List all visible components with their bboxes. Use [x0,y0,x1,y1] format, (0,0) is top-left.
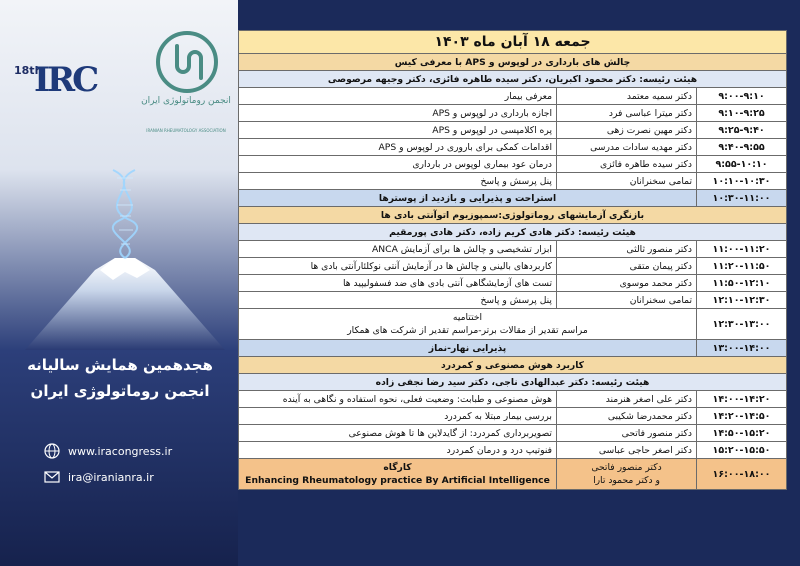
talk-speaker: تمامی سخنرانان [557,292,697,309]
session-chairs-row [239,374,787,391]
talk-speaker: دکتر میترا عباسی فرد [557,105,697,122]
time-slot: ۹:۱۰-۹:۲۵ [697,105,787,122]
closing-description: مراسم تقدیر از مقالات برتر-مراسم تقدیر از شرکت های همکار [347,325,588,336]
association-logo-icon [155,30,219,94]
closing-title: اختتامیه [452,312,483,323]
talk-topic: فنوتیپ درد و درمان کمردرد [239,442,557,459]
workshop-speaker-1: دکتر منصور فاتحی [591,462,662,473]
irc-logo-text: IRC [34,60,97,100]
session-title-row [239,357,787,374]
mountain-dna-illustration [25,150,225,360]
talk-speaker: دکتر مهین نصرت زهی [557,122,697,139]
session-title: بازنگری آزمایشهای روماتولوژی:سمپوزیوم اتوآنتی بادی ها [239,207,787,224]
talk-topic: هوش مصنوعی و طبابت: وضعیت فعلی، نحوه استفاده و نگاهی به آینده [239,391,557,408]
workshop-speakers [557,459,697,490]
talk-topic: کاربردهای بالینی و چالش ها در آزمایش آنتی نوکلئارآنتی بادی ها [239,258,557,275]
date-title: جمعه ۱۸ آبان ماه ۱۴۰۳ [239,31,787,54]
workshop-title-cell [239,459,557,490]
talk-speaker: دکتر سیده طاهره فائزی [557,156,697,173]
mail-icon [44,469,60,485]
time-slot: ۱۴:۰۰-۱۴:۲۰ [697,391,787,408]
break-text: پذیرایی نهار-نماز [239,340,697,357]
talk-speaker: دکتر اصغر حاجی عباسی [557,442,697,459]
session-title: چالش های بارداری در لوپوس و APS با معرفی کیس [239,54,787,71]
time-slot: ۱۲:۱۰-۱۲:۳۰ [697,292,787,309]
talk-topic: درمان عود بیماری لوپوس در بارداری [239,156,557,173]
time-slot: ۱۱:۰۰-۱۱:۲۰ [697,241,787,258]
talk-speaker: دکتر منصور فاتحی [557,425,697,442]
time-slot: ۹:۰۰-۹:۱۰ [697,88,787,105]
talk-row [239,442,787,459]
congress-title-line2: انجمن روماتولوژی ایران [30,382,210,400]
talk-topic: بررسی بیمار مبتلا به کمردرد [239,408,557,425]
session-chairs-row [239,71,787,88]
talk-topic: معرفی بیمار [239,88,557,105]
talk-row [239,241,787,258]
talk-speaker: دکتر مهدیه سادات مدرسی [557,139,697,156]
talk-topic: اجازه بارداری در لوپوس و APS [239,105,557,122]
session-chairs-row [239,224,787,241]
time-slot: ۹:۵۵-۱۰:۱۰ [697,156,787,173]
talk-speaker: دکتر محمدرضا شکیبی [557,408,697,425]
talk-topic: تصویربرداری کمردرد: از گایدلاین ها تا هوش مصنوعی [239,425,557,442]
time-slot: ۱۲:۳۰-۱۳:۰۰ [697,309,787,340]
website-url[interactable]: www.iracongress.ir [68,444,173,458]
workshop-row [239,459,787,490]
talk-row [239,425,787,442]
talk-speaker: دکتر منصور ثالثی [557,241,697,258]
schedule-table [238,30,787,490]
talk-speaker: دکتر علی اصغر هنرمند [557,391,697,408]
closing-cell [239,309,697,340]
time-slot: ۱۶:۰۰-۱۸:۰۰ [697,459,787,490]
globe-icon [44,443,60,459]
talk-row [239,88,787,105]
time-slot: ۱۳:۰۰-۱۴:۰۰ [697,340,787,357]
time-slot: ۱۰:۳۰-۱۱:۰۰ [697,190,787,207]
talk-topic: ابزار تشخیصی و چالش ها برای آزمایش ANCA [239,241,557,258]
association-english-name: IRANIAN RHEUMATOLOGY ASSOCIATION [146,128,226,133]
break-text: استراحت و پذیرایی و بازدید از پوسترها [239,190,697,207]
talk-topic: اقدامات کمکی برای باروری در لوپوس و APS [239,139,557,156]
congress-title [10,352,230,404]
left-panel [0,0,238,566]
closing-row [239,309,787,340]
workshop-title: Enhancing Rheumatology practice By Artificial Intelligence [245,475,550,486]
talk-row [239,292,787,309]
time-slot: ۹:۴۰-۹:۵۵ [697,139,787,156]
talk-row [239,122,787,139]
time-slot: ۱۰:۱۰-۱۰:۳۰ [697,173,787,190]
session-title-row [239,207,787,224]
session-title-row [239,54,787,71]
session-title: کاربرد هوش مصنوعی و کمردرد [239,357,787,374]
talk-row [239,275,787,292]
association-name: انجمن روماتولوژی ایران [141,96,231,106]
talk-speaker: تمامی سخنرانان [557,173,697,190]
session-chairs: هیئت رئیسه: دکتر محمود اکبریان، دکتر سیده طاهره فائزی، دکتر وجیهه مرصوصی [239,71,787,88]
talk-speaker: دکتر سمیه معتمد [557,88,697,105]
talk-row [239,139,787,156]
session-chairs: هیئت رئیسه: دکتر عبدالهادی ناجی، دکتر سید رضا نجفی زاده [239,374,787,391]
talk-speaker: دکتر محمد موسوی [557,275,697,292]
workshop-label: کارگاه [383,462,412,473]
talk-row [239,408,787,425]
talk-row [239,105,787,122]
website-contact[interactable] [44,442,172,460]
email-contact[interactable] [44,468,154,486]
email-address[interactable]: ira@iranianra.ir [68,470,154,484]
schedule-date-title [239,31,787,54]
time-slot: ۱۵:۲۰-۱۵:۵۰ [697,442,787,459]
talk-row [239,391,787,408]
time-slot: ۱۴:۲۰-۱۴:۵۰ [697,408,787,425]
talk-speaker: دکتر پیمان متقی [557,258,697,275]
break-row [239,340,787,357]
time-slot: ۹:۲۵-۹:۴۰ [697,122,787,139]
talk-row [239,156,787,173]
talk-row [239,173,787,190]
time-slot: ۱۱:۵۰-۱۲:۱۰ [697,275,787,292]
time-slot: ۱۱:۲۰-۱۱:۵۰ [697,258,787,275]
talk-row [239,258,787,275]
talk-topic: پره اکلامپسی در لوپوس و APS [239,122,557,139]
schedule-panel [238,30,786,490]
workshop-speaker-2: و دکتر محمود تارا [593,475,660,486]
time-slot: ۱۴:۵۰-۱۵:۲۰ [697,425,787,442]
congress-title-line1: هجدهمین همایش سالیانه [27,356,213,374]
talk-topic: تست های آزمایشگاهی آنتی بادی های ضد فسفولیپید ها [239,275,557,292]
irc-edition: 18th [14,64,43,77]
break-row [239,190,787,207]
talk-topic: پنل پرسش و پاسخ [239,173,557,190]
talk-topic: پنل پرسش و پاسخ [239,292,557,309]
session-chairs: هیئت رئیسه: دکتر هادی کریم زاده، دکتر هادی پورمقیم [239,224,787,241]
